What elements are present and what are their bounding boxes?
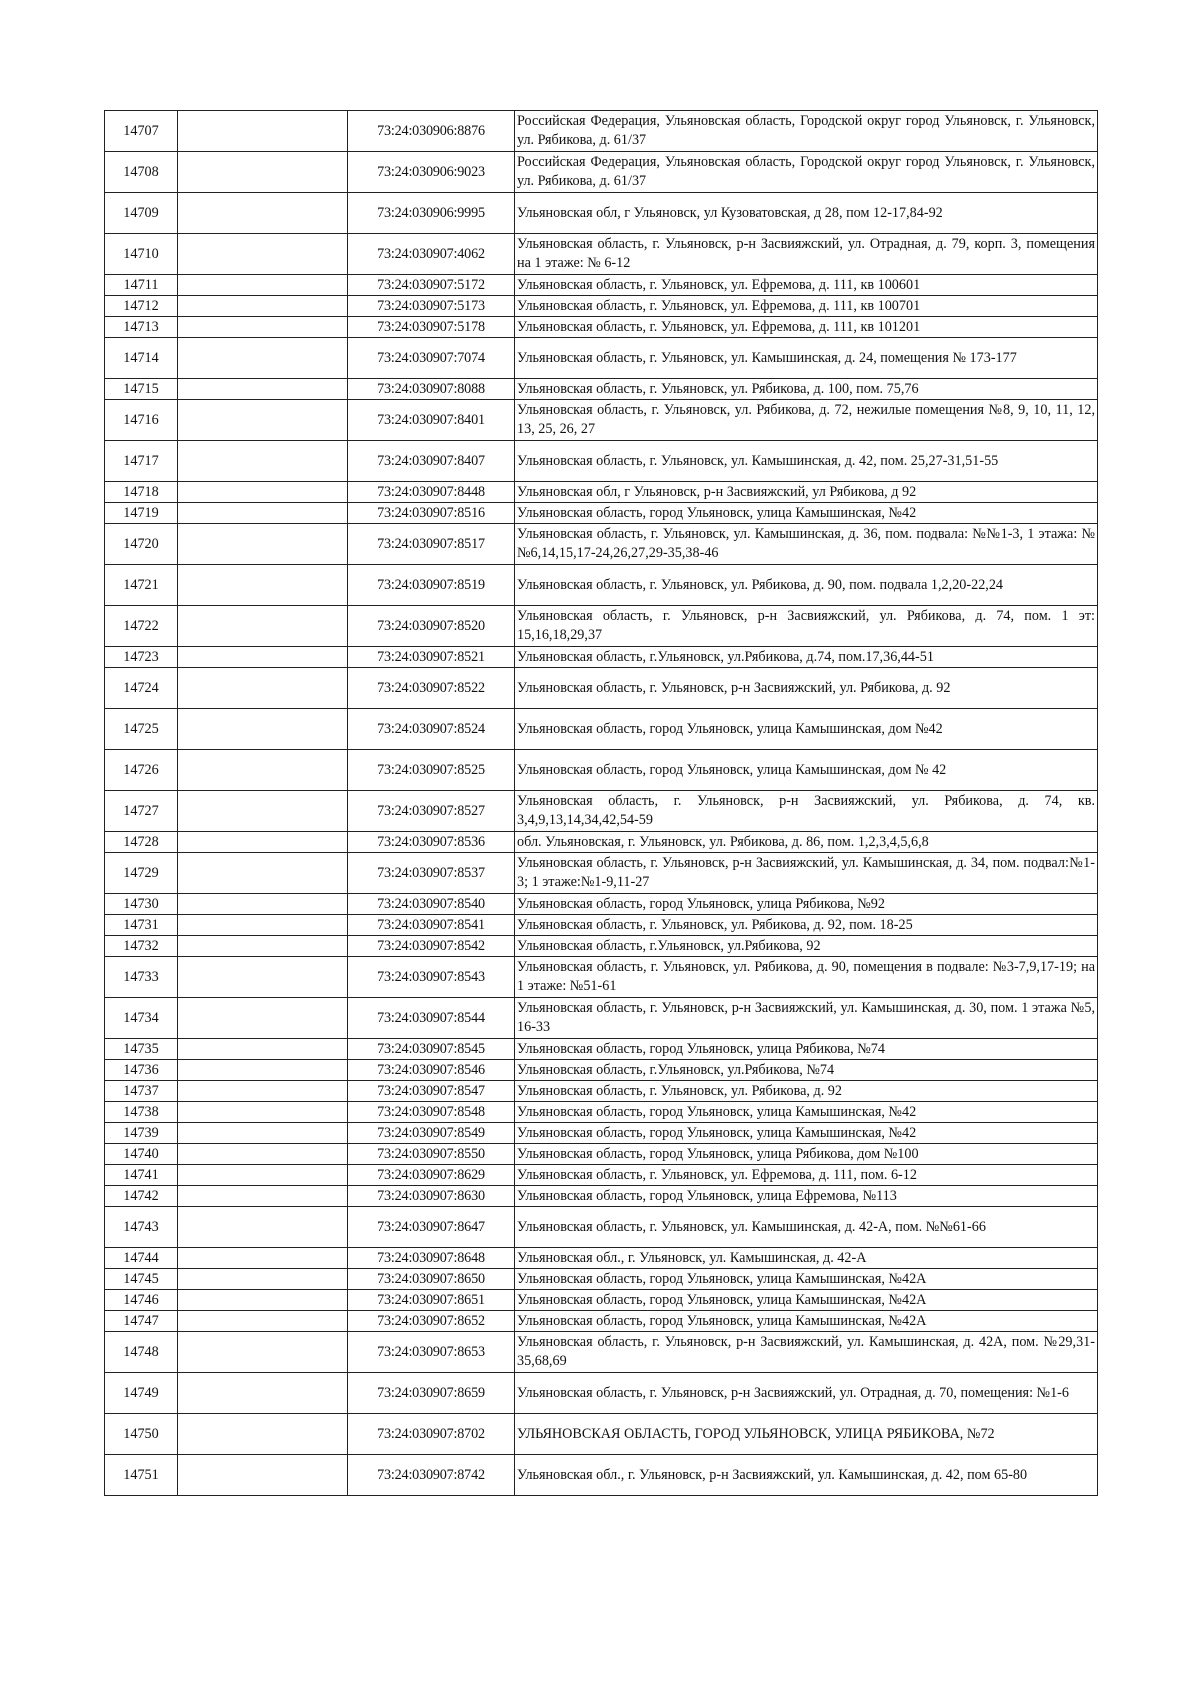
address-cell: Ульяновская область, г. Ульяновск, р-н Засвияжский, ул. Рябикова, д. 74, пом. 1 эт: 15,16,18,29,37 xyxy=(515,606,1098,647)
table-row xyxy=(105,1248,1098,1269)
cadastral-number-cell: 73:24:030907:8517 xyxy=(348,524,515,565)
cadastral-number-cell: 73:24:030907:8544 xyxy=(348,998,515,1039)
table-row xyxy=(105,234,1098,275)
table-row xyxy=(105,936,1098,957)
empty-cell xyxy=(178,503,348,524)
row-number-cell: 14709 xyxy=(105,193,178,234)
empty-cell xyxy=(178,709,348,750)
cadastral-number-cell: 73:24:030907:8527 xyxy=(348,791,515,832)
table-row xyxy=(105,1332,1098,1373)
empty-cell xyxy=(178,668,348,709)
cadastral-number-cell: 73:24:030907:8659 xyxy=(348,1373,515,1414)
address-cell: Ульяновская область, г. Ульяновск, ул. Ефремова, д. 111, кв 100701 xyxy=(515,296,1098,317)
row-number-cell: 14724 xyxy=(105,668,178,709)
table-row xyxy=(105,832,1098,853)
empty-cell xyxy=(178,1186,348,1207)
cadastral-number-cell: 73:24:030907:8525 xyxy=(348,750,515,791)
table-row xyxy=(105,111,1098,152)
row-number-cell: 14731 xyxy=(105,915,178,936)
table-row xyxy=(105,915,1098,936)
address-cell: Ульяновская область, г. Ульяновск, р-н Засвияжский, ул. Камышинская, д. 42А, пом. №29,31-35,68,69 xyxy=(515,1332,1098,1373)
row-number-cell: 14720 xyxy=(105,524,178,565)
address-cell: Ульяновская область, г. Ульяновск, ул. Ефремова, д. 111, пом. 6-12 xyxy=(515,1165,1098,1186)
table-row xyxy=(105,338,1098,379)
address-cell: Ульяновская область, г. Ульяновск, р-н Засвияжский, ул. Отрадная, д. 70, помещения: №1-6 xyxy=(515,1373,1098,1414)
empty-cell xyxy=(178,193,348,234)
address-cell: Ульяновская область, г. Ульяновск, р-н Засвияжский, ул. Камышинская, д. 34, пом. подвал:№1-3; 1 этаже:№1-9,11-27 xyxy=(515,853,1098,894)
empty-cell xyxy=(178,1290,348,1311)
table-row xyxy=(105,1060,1098,1081)
empty-cell xyxy=(178,998,348,1039)
table-row xyxy=(105,957,1098,998)
empty-cell xyxy=(178,1060,348,1081)
table-row xyxy=(105,317,1098,338)
table-row xyxy=(105,853,1098,894)
address-cell: Ульяновская область, г. Ульяновск, р-н Засвияжский, ул. Рябикова, д. 74, кв. 3,4,9,13,14,34,42,54-59 xyxy=(515,791,1098,832)
empty-cell xyxy=(178,1248,348,1269)
address-cell: Ульяновская область, город Ульяновск, улица Рябикова, №74 xyxy=(515,1039,1098,1060)
address-cell: УЛЬЯНОВСКАЯ ОБЛАСТЬ, ГОРОД УЛЬЯНОВСК, УЛИЦА РЯБИКОВА, №72 xyxy=(515,1414,1098,1455)
table-row xyxy=(105,647,1098,668)
empty-cell xyxy=(178,1144,348,1165)
cadastral-number-cell: 73:24:030907:5173 xyxy=(348,296,515,317)
empty-cell xyxy=(178,832,348,853)
row-number-cell: 14749 xyxy=(105,1373,178,1414)
row-number-cell: 14721 xyxy=(105,565,178,606)
table-row xyxy=(105,791,1098,832)
table-row xyxy=(105,441,1098,482)
empty-cell xyxy=(178,606,348,647)
row-number-cell: 14738 xyxy=(105,1102,178,1123)
empty-cell xyxy=(178,296,348,317)
cadastral-number-cell: 73:24:030907:8088 xyxy=(348,379,515,400)
address-cell: Ульяновская область, г. Ульяновск, ул. Камышинская, д. 42-А, пом. №№61-66 xyxy=(515,1207,1098,1248)
address-cell: Ульяновская область, город Ульяновск, улица Рябикова, №92 xyxy=(515,894,1098,915)
cadastral-number-cell: 73:24:030907:8547 xyxy=(348,1081,515,1102)
cadastral-number-cell: 73:24:030906:9995 xyxy=(348,193,515,234)
address-cell: Ульяновская область, г.Ульяновск, ул.Рябикова, д.74, пом.17,36,44-51 xyxy=(515,647,1098,668)
table-row xyxy=(105,275,1098,296)
empty-cell xyxy=(178,1332,348,1373)
address-cell: Ульяновская область, г. Ульяновск, ул. Ефремова, д. 111, кв 100601 xyxy=(515,275,1098,296)
empty-cell xyxy=(178,152,348,193)
table-row xyxy=(105,1144,1098,1165)
empty-cell xyxy=(178,1269,348,1290)
address-cell: Ульяновская область, г. Ульяновск, р-н Засвияжский, ул. Отрадная, д. 79, корп. 3, помещения на 1 этаже: № 6-12 xyxy=(515,234,1098,275)
row-number-cell: 14730 xyxy=(105,894,178,915)
table-row xyxy=(105,1269,1098,1290)
address-cell: Ульяновская область, город Ульяновск, улица Камышинская, №42А xyxy=(515,1311,1098,1332)
table-row xyxy=(105,709,1098,750)
table-row xyxy=(105,668,1098,709)
table-row xyxy=(105,606,1098,647)
address-cell: Ульяновская область, г. Ульяновск, ул. Рябикова, д. 90, пом. подвала 1,2,20-22,24 xyxy=(515,565,1098,606)
table-row xyxy=(105,1414,1098,1455)
row-number-cell: 14736 xyxy=(105,1060,178,1081)
row-number-cell: 14727 xyxy=(105,791,178,832)
empty-cell xyxy=(178,915,348,936)
row-number-cell: 14713 xyxy=(105,317,178,338)
empty-cell xyxy=(178,791,348,832)
cadastral-number-cell: 73:24:030906:8876 xyxy=(348,111,515,152)
empty-cell xyxy=(178,1207,348,1248)
cadastral-number-cell: 73:24:030907:8652 xyxy=(348,1311,515,1332)
row-number-cell: 14728 xyxy=(105,832,178,853)
row-number-cell: 14725 xyxy=(105,709,178,750)
cadastral-number-cell: 73:24:030907:8653 xyxy=(348,1332,515,1373)
address-cell: Ульяновская область, город Ульяновск, улица Камышинская, №42А xyxy=(515,1290,1098,1311)
cadastral-number-cell: 73:24:030907:5178 xyxy=(348,317,515,338)
empty-cell xyxy=(178,400,348,441)
cadastral-number-cell: 73:24:030907:8647 xyxy=(348,1207,515,1248)
cadastral-number-cell: 73:24:030907:8742 xyxy=(348,1455,515,1496)
table-row xyxy=(105,193,1098,234)
row-number-cell: 14714 xyxy=(105,338,178,379)
address-cell: Ульяновская область, город Ульяновск, улица Камышинская, №42А xyxy=(515,1269,1098,1290)
cadastral-number-cell: 73:24:030907:8541 xyxy=(348,915,515,936)
table-row xyxy=(105,565,1098,606)
empty-cell xyxy=(178,482,348,503)
empty-cell xyxy=(178,936,348,957)
row-number-cell: 14744 xyxy=(105,1248,178,1269)
address-cell: Ульяновская область, г.Ульяновск, ул.Рябикова, №74 xyxy=(515,1060,1098,1081)
empty-cell xyxy=(178,111,348,152)
cadastral-number-cell: 73:24:030907:8545 xyxy=(348,1039,515,1060)
address-cell: Ульяновская обл, г Ульяновск, ул Кузоватовская, д 28, пом 12-17,84-92 xyxy=(515,193,1098,234)
registry-table-body xyxy=(105,111,1098,1496)
row-number-cell: 14740 xyxy=(105,1144,178,1165)
empty-cell xyxy=(178,750,348,791)
row-number-cell: 14741 xyxy=(105,1165,178,1186)
address-cell: Ульяновская область, г.Ульяновск, ул.Рябикова, 92 xyxy=(515,936,1098,957)
row-number-cell: 14751 xyxy=(105,1455,178,1496)
row-number-cell: 14739 xyxy=(105,1123,178,1144)
row-number-cell: 14711 xyxy=(105,275,178,296)
registry-table xyxy=(104,110,1098,1496)
cadastral-number-cell: 73:24:030907:8519 xyxy=(348,565,515,606)
row-number-cell: 14737 xyxy=(105,1081,178,1102)
address-cell: Ульяновская область, город Ульяновск, улица Рябикова, дом №100 xyxy=(515,1144,1098,1165)
address-cell: Ульяновская область, г. Ульяновск, ул. Ефремова, д. 111, кв 101201 xyxy=(515,317,1098,338)
table-row xyxy=(105,1290,1098,1311)
empty-cell xyxy=(178,1123,348,1144)
row-number-cell: 14746 xyxy=(105,1290,178,1311)
empty-cell xyxy=(178,1039,348,1060)
table-row xyxy=(105,482,1098,503)
empty-cell xyxy=(178,317,348,338)
cadastral-number-cell: 73:24:030907:8522 xyxy=(348,668,515,709)
cadastral-number-cell: 73:24:030907:8524 xyxy=(348,709,515,750)
row-number-cell: 14745 xyxy=(105,1269,178,1290)
row-number-cell: 14726 xyxy=(105,750,178,791)
table-row xyxy=(105,152,1098,193)
row-number-cell: 14742 xyxy=(105,1186,178,1207)
row-number-cell: 14718 xyxy=(105,482,178,503)
row-number-cell: 14743 xyxy=(105,1207,178,1248)
address-cell: Ульяновская область, г. Ульяновск, ул. Рябикова, д. 72, нежилые помещения №8, 9, 10, 11, 12, 13, 25, 26, 27 xyxy=(515,400,1098,441)
table-row xyxy=(105,1081,1098,1102)
empty-cell xyxy=(178,853,348,894)
cadastral-number-cell: 73:24:030907:8521 xyxy=(348,647,515,668)
cadastral-number-cell: 73:24:030907:8407 xyxy=(348,441,515,482)
cadastral-number-cell: 73:24:030907:8550 xyxy=(348,1144,515,1165)
row-number-cell: 14707 xyxy=(105,111,178,152)
row-number-cell: 14723 xyxy=(105,647,178,668)
address-cell: Российская Федерация, Ульяновская область, Городской округ город Ульяновск, г. Ульяновск, ул. Рябикова, д. 61/37 xyxy=(515,152,1098,193)
cadastral-number-cell: 73:24:030907:8537 xyxy=(348,853,515,894)
empty-cell xyxy=(178,1311,348,1332)
address-cell: Ульяновская обл., г. Ульяновск, ул. Камышинская, д. 42-А xyxy=(515,1248,1098,1269)
address-cell: Ульяновская область, г. Ульяновск, ул. Рябикова, д. 100, пом. 75,76 xyxy=(515,379,1098,400)
table-row xyxy=(105,1123,1098,1144)
cadastral-number-cell: 73:24:030907:8516 xyxy=(348,503,515,524)
row-number-cell: 14722 xyxy=(105,606,178,647)
address-cell: Российская Федерация, Ульяновская область, Городской округ город Ульяновск, г. Ульяновск, ул. Рябикова, д. 61/37 xyxy=(515,111,1098,152)
cadastral-number-cell: 73:24:030907:8648 xyxy=(348,1248,515,1269)
empty-cell xyxy=(178,524,348,565)
cadastral-number-cell: 73:24:030907:8536 xyxy=(348,832,515,853)
row-number-cell: 14717 xyxy=(105,441,178,482)
table-row xyxy=(105,894,1098,915)
address-cell: Ульяновская область, г. Ульяновск, р-н Засвияжский, ул. Камышинская, д. 30, пом. 1 этажа №5, 16-33 xyxy=(515,998,1098,1039)
table-row xyxy=(105,1455,1098,1496)
cadastral-number-cell: 73:24:030907:8540 xyxy=(348,894,515,915)
empty-cell xyxy=(178,234,348,275)
row-number-cell: 14712 xyxy=(105,296,178,317)
empty-cell xyxy=(178,379,348,400)
address-cell: обл. Ульяновская, г. Ульяновск, ул. Рябикова, д. 86, пом. 1,2,3,4,5,6,8 xyxy=(515,832,1098,853)
row-number-cell: 14710 xyxy=(105,234,178,275)
cadastral-number-cell: 73:24:030907:8543 xyxy=(348,957,515,998)
address-cell: Ульяновская обл., г. Ульяновск, р-н Засвияжский, ул. Камышинская, д. 42, пом 65-80 xyxy=(515,1455,1098,1496)
empty-cell xyxy=(178,338,348,379)
empty-cell xyxy=(178,957,348,998)
empty-cell xyxy=(178,894,348,915)
address-cell: Ульяновская область, г. Ульяновск, ул. Камышинская, д. 42, пом. 25,27-31,51-55 xyxy=(515,441,1098,482)
row-number-cell: 14708 xyxy=(105,152,178,193)
address-cell: Ульяновская область, город Ульяновск, улица Ефремова, №113 xyxy=(515,1186,1098,1207)
table-row xyxy=(105,379,1098,400)
table-row xyxy=(105,503,1098,524)
empty-cell xyxy=(178,275,348,296)
table-row xyxy=(105,296,1098,317)
cadastral-number-cell: 73:24:030907:8702 xyxy=(348,1414,515,1455)
cadastral-number-cell: 73:24:030907:8548 xyxy=(348,1102,515,1123)
empty-cell xyxy=(178,441,348,482)
cadastral-number-cell: 73:24:030907:8650 xyxy=(348,1269,515,1290)
cadastral-number-cell: 73:24:030907:8630 xyxy=(348,1186,515,1207)
cadastral-number-cell: 73:24:030907:4062 xyxy=(348,234,515,275)
cadastral-number-cell: 73:24:030907:8520 xyxy=(348,606,515,647)
row-number-cell: 14735 xyxy=(105,1039,178,1060)
cadastral-number-cell: 73:24:030907:8629 xyxy=(348,1165,515,1186)
table-row xyxy=(105,400,1098,441)
table-row xyxy=(105,1102,1098,1123)
address-cell: Ульяновская область, город Ульяновск, улица Камышинская, №42 xyxy=(515,503,1098,524)
table-row xyxy=(105,1373,1098,1414)
empty-cell xyxy=(178,647,348,668)
address-cell: Ульяновская область, г. Ульяновск, ул. Камышинская, д. 24, помещения № 173-177 xyxy=(515,338,1098,379)
cadastral-number-cell: 73:24:030907:8542 xyxy=(348,936,515,957)
row-number-cell: 14715 xyxy=(105,379,178,400)
row-number-cell: 14734 xyxy=(105,998,178,1039)
empty-cell xyxy=(178,1165,348,1186)
empty-cell xyxy=(178,1414,348,1455)
empty-cell xyxy=(178,1102,348,1123)
cadastral-number-cell: 73:24:030907:8651 xyxy=(348,1290,515,1311)
row-number-cell: 14748 xyxy=(105,1332,178,1373)
address-cell: Ульяновская область, г. Ульяновск, ул. Рябикова, д. 92, пом. 18-25 xyxy=(515,915,1098,936)
table-row xyxy=(105,1311,1098,1332)
row-number-cell: 14716 xyxy=(105,400,178,441)
address-cell: Ульяновская область, город Ульяновск, улица Камышинская, дом № 42 xyxy=(515,750,1098,791)
address-cell: Ульяновская область, город Ульяновск, улица Камышинская, №42 xyxy=(515,1102,1098,1123)
address-cell: Ульяновская область, город Ульяновск, улица Камышинская, дом №42 xyxy=(515,709,1098,750)
empty-cell xyxy=(178,1455,348,1496)
row-number-cell: 14729 xyxy=(105,853,178,894)
cadastral-number-cell: 73:24:030907:8401 xyxy=(348,400,515,441)
cadastral-number-cell: 73:24:030906:9023 xyxy=(348,152,515,193)
address-cell: Ульяновская область, г. Ульяновск, ул. Рябикова, д. 92 xyxy=(515,1081,1098,1102)
address-cell: Ульяновская область, г. Ульяновск, ул. Рябикова, д. 90, помещения в подвале: №3-7,9,17-19; на 1 этаже: №51-61 xyxy=(515,957,1098,998)
table-row xyxy=(105,1207,1098,1248)
table-row xyxy=(105,998,1098,1039)
address-cell: Ульяновская область, г. Ульяновск, ул. Камышинская, д. 36, пом. подвала: №№1-3, 1 этажа: №№6,14,15,17-24,26,27,29-35,38-46 xyxy=(515,524,1098,565)
row-number-cell: 14747 xyxy=(105,1311,178,1332)
row-number-cell: 14732 xyxy=(105,936,178,957)
row-number-cell: 14733 xyxy=(105,957,178,998)
empty-cell xyxy=(178,1373,348,1414)
cadastral-number-cell: 73:24:030907:5172 xyxy=(348,275,515,296)
cadastral-number-cell: 73:24:030907:8546 xyxy=(348,1060,515,1081)
address-cell: Ульяновская область, г. Ульяновск, р-н Засвияжский, ул. Рябикова, д. 92 xyxy=(515,668,1098,709)
table-row xyxy=(105,524,1098,565)
address-cell: Ульяновская обл, г Ульяновск, р-н Засвияжский, ул Рябикова, д 92 xyxy=(515,482,1098,503)
table-row xyxy=(105,1165,1098,1186)
cadastral-number-cell: 73:24:030907:8549 xyxy=(348,1123,515,1144)
row-number-cell: 14750 xyxy=(105,1414,178,1455)
empty-cell xyxy=(178,565,348,606)
cadastral-number-cell: 73:24:030907:8448 xyxy=(348,482,515,503)
table-row xyxy=(105,1039,1098,1060)
table-row xyxy=(105,750,1098,791)
cadastral-number-cell: 73:24:030907:7074 xyxy=(348,338,515,379)
row-number-cell: 14719 xyxy=(105,503,178,524)
table-row xyxy=(105,1186,1098,1207)
empty-cell xyxy=(178,1081,348,1102)
address-cell: Ульяновская область, город Ульяновск, улица Камышинская, №42 xyxy=(515,1123,1098,1144)
